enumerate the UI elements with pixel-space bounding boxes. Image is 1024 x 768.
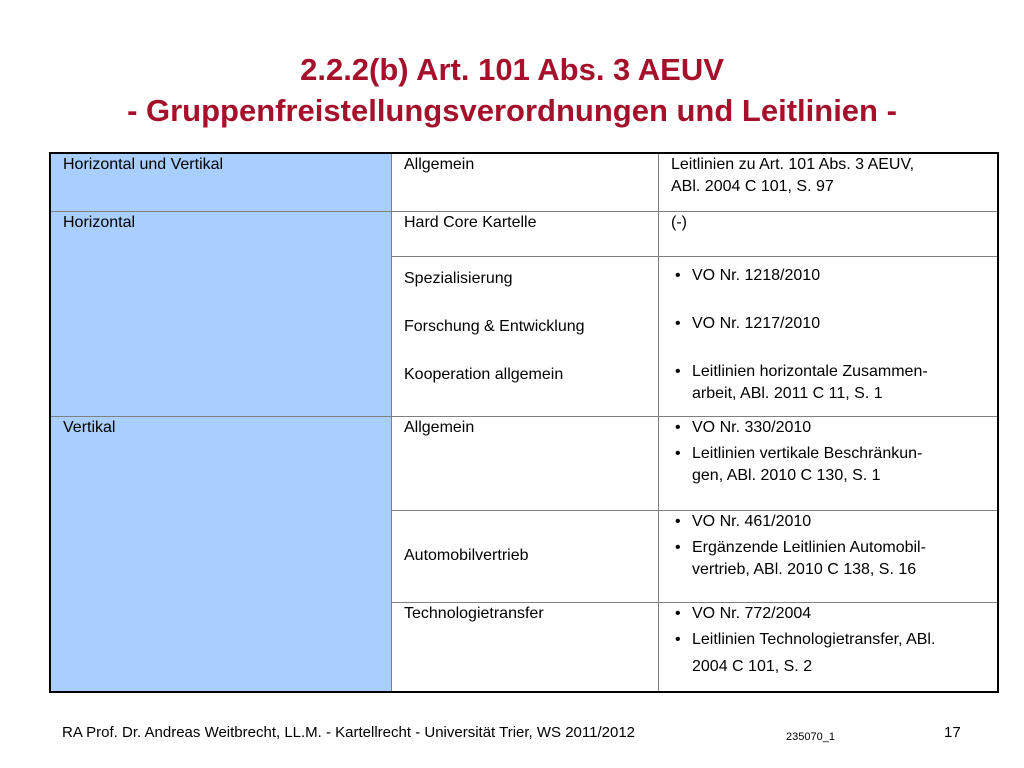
page-number: 17 [944,724,961,741]
reference-cell [659,416,999,510]
table-row [50,211,998,256]
list-item-line: arbeit, ABl. 2011 C 11, S. 1 [692,384,883,402]
reference-cell [659,153,999,211]
subcategory-cell: Technologietransfer [392,602,659,692]
subcategory-cell: Hard Core Kartelle [392,211,659,256]
subcategory-item: Kooperation allgemein [404,365,564,383]
subcategory-cell: Automobilvertrieb [392,510,659,602]
list-item [671,629,991,678]
subcategory-cell [392,256,659,416]
list-item: • VO Nr. 1218/2010 [671,265,991,287]
reference-cell [659,256,999,416]
category-cell: Horizontal [50,211,392,416]
reference-line: Leitlinien zu Art. 101 Abs. 3 AEUV, [671,156,915,173]
footer-code: 235070_1 [786,731,835,743]
list-item-line: gen, ABl. 2010 C 130, S. 1 [692,466,881,484]
reference-cell: (-) [659,211,999,256]
reference-cell [659,602,999,692]
list-item: • VO Nr. 461/2010 [671,511,991,533]
slide-title-line-1: 2.2.2(b) Art. 101 Abs. 3 AEUV [300,52,724,87]
category-cell: Horizontal und Vertikal [50,153,392,211]
list-item: • VO Nr. 772/2004 [671,603,991,625]
list-item [671,443,991,487]
reference-list [671,511,991,581]
list-item [671,537,991,581]
footer-author: RA Prof. Dr. Andreas Weitbrecht, LL.M. - Kartellrecht - Universität Trier, WS 2011/2012 [62,724,636,741]
list-item: • VO Nr. 1217/2010 [671,313,991,335]
subcategory-cell: Allgemein [392,153,659,211]
list-item-line: • Leitlinien Technologietransfer, ABl. [692,630,936,648]
list-item-line: • Ergänzende Leitlinien Automobil- [692,538,926,556]
reference-cell [659,510,999,602]
reference-list [671,417,991,487]
reference-list [671,603,991,678]
subcategory-item: Forschung & Entwicklung [404,317,585,335]
table-row [50,153,998,211]
list-item-line: 2004 C 101, S. 2 [692,657,813,675]
list-item-line: vertrieb, ABl. 2010 C 138, S. 16 [692,560,917,578]
category-cell: Vertikal [50,416,392,692]
slide-title-line-2: - Gruppenfreistellungsverordnungen und Leitlinien - [127,93,897,128]
regulations-table [49,152,999,693]
reference-line: ABl. 2004 C 101, S. 97 [671,178,834,195]
subcategory-item: Spezialisierung [404,269,513,287]
table-row [50,416,998,510]
list-item-line: • Leitlinien horizontale Zusammen- [692,362,928,380]
subcategory-cell: Allgemein [392,416,659,510]
list-item: • VO Nr. 330/2010 [671,417,991,439]
list-item [671,361,991,405]
reference-list [671,265,991,405]
list-item-line: • Leitlinien vertikale Beschränkun- [692,444,923,462]
